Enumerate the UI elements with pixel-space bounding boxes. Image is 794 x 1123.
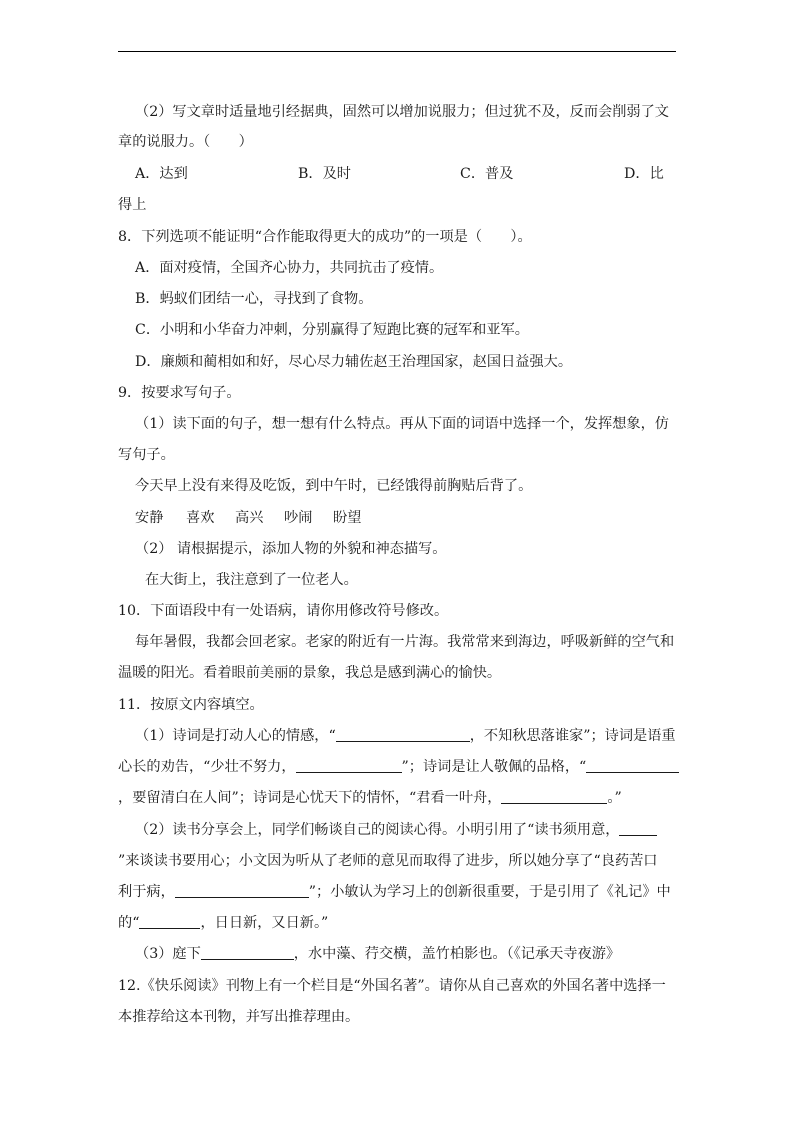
header-rule: [118, 51, 676, 52]
q8-option-c: C．小明和小华奋力冲刺，分别赢得了短跑比赛的冠军和亚军。: [135, 322, 529, 338]
blank-8[interactable]: [201, 945, 294, 960]
q9-word-2: 喜欢: [186, 510, 215, 526]
q11-part2-line3: 利于病， ”；小敏认为学习上的创新很重要，于是引用了《礼记》中: [118, 884, 671, 900]
q9-part1-line2: 写句子。: [118, 447, 175, 463]
q10-paragraph-line2: 温暖的阳光。看着眼前美丽的景象，我总是感到满心的愉快。: [118, 665, 502, 681]
q9-word-1: 安静: [135, 510, 164, 526]
blank-2[interactable]: [296, 758, 402, 773]
blank-3[interactable]: [586, 758, 679, 773]
q9-word-5: 盼望: [333, 510, 362, 526]
q7-part2-line1: （2）写文章时适量地引经据典，固然可以增加说服力；但过犹不及，反而会削弱了文: [135, 104, 669, 120]
q7-option-d-wrap: 得上: [118, 197, 147, 213]
blank-1[interactable]: [336, 727, 470, 742]
q12-line2: 本推荐给这本刊物，并写出推荐理由。: [118, 1009, 360, 1025]
q9-part2: （2） 请根据提示，添加人物的外貌和神态描写。: [135, 541, 447, 557]
q7-option-c: C．普及: [460, 166, 514, 182]
q11-stem: 11．按原文内容填空。: [118, 697, 264, 713]
q9-part1-line1: （1）读下面的句子，想一想有什么特点。再从下面的词语中选择一个，发挥想象，仿: [135, 416, 669, 432]
q8-stem: 8．下列选项不能证明“合作能取得更大的成功”的一项是（ ）。: [118, 229, 532, 245]
q11-part2-line1: （2）读书分享会上，同学们畅谈自己的阅读心得。小明引用了“读书须用意，: [135, 820, 657, 840]
blank-5[interactable]: [619, 821, 657, 836]
blank-6[interactable]: [175, 883, 309, 898]
q9-example-sentence: 今天早上没有来得及吃饭，到中午时，已经饿得前胸贴后背了。: [135, 478, 533, 494]
q11-part3: （3）庭下 ，水中藻、荇交横，盖竹柏影也。（《记承天寺夜游》: [135, 946, 621, 962]
q11-part1-line1: （1）诗词是打动人心的情感，“ ，不知秋思落谁家”；诗词是语重: [135, 728, 676, 744]
q12-line1: 12.《快乐阅读》刊物上有一个栏目是“外国名著”。请你从自己喜欢的外国名著中选择一: [118, 978, 666, 994]
q9-word-4: 吵闹: [284, 510, 313, 526]
q9-stem: 9．按要求写句子。: [118, 385, 241, 401]
q8-option-b: B．蚂蚁们团结一心，寻找到了食物。: [135, 291, 373, 307]
q10-stem: 10．下面语段中有一处语病，请你用修改符号修改。: [118, 603, 449, 619]
q7-option-b: B．及时: [298, 166, 351, 182]
q11-part1-line2: 心长的劝告，“少壮不努力， ”；诗词是让人敬佩的品格，“: [118, 757, 679, 777]
q11-part2-line4: 的“ ，日日新，又日新。”: [118, 915, 329, 931]
q7-part2-line2: 章的说服力。（ ）: [118, 134, 253, 150]
q7-option-a: A．达到: [135, 166, 188, 182]
q8-option-a: A．面对疫情，全国齐心协力，共同抗击了疫情。: [135, 260, 444, 276]
q11-part2-line2: ”来谈读书要用心；小文因为听从了老师的意见而取得了进步，所以她分享了“良药苦口: [118, 853, 658, 869]
q8-option-d: D．廉颇和蔺相如和好，尽心尽力辅佐赵王治理国家，赵国日益强大。: [135, 354, 573, 370]
blank-4[interactable]: [501, 789, 607, 804]
q7-option-d: D．比: [624, 166, 664, 182]
q9-part2-sentence: 在大街上，我注意到了一位老人。: [145, 572, 358, 588]
q11-part1-line3: ，要留清白在人间”；诗词是心忧天下的情怀，“君看一叶舟， 。”: [118, 790, 622, 806]
blank-7[interactable]: [139, 914, 200, 929]
q10-paragraph-line1: 每年暑假，我都会回老家。老家的附近有一片海。我常常来到海边，呼吸新鲜的空气和: [135, 634, 675, 650]
q9-word-3: 高兴: [235, 510, 264, 526]
